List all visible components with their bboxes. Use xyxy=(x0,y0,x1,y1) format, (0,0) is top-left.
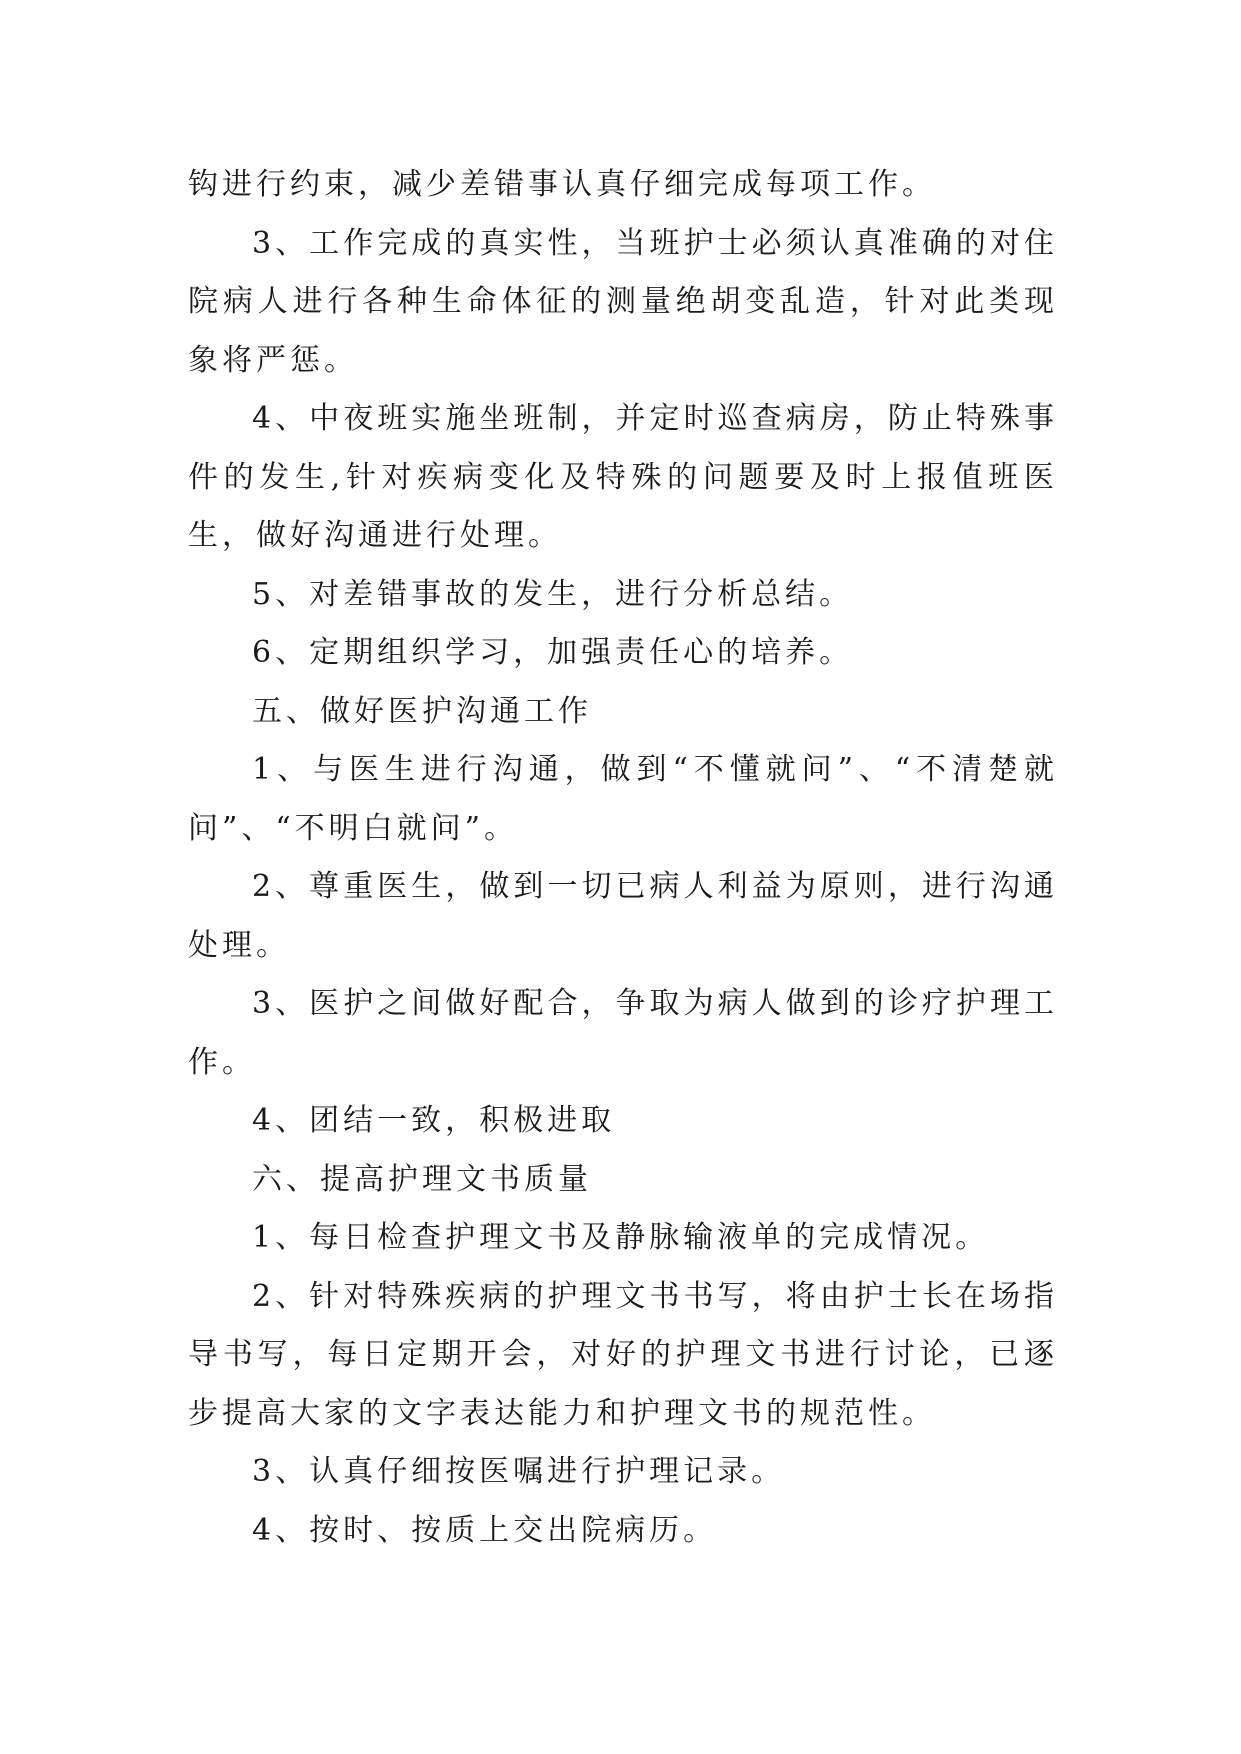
paragraph-15: 4、按时、按质上交出院病历。 xyxy=(252,1512,718,1548)
paragraph-8: 2、尊重医生，做到一切已病人利益为原则，进行沟通处理。 xyxy=(188,869,1058,963)
document-body xyxy=(188,156,1058,1560)
paragraph-5: 6、定期组织学习，加强责任心的培养。 xyxy=(252,635,854,670)
section-heading-5: 五、做好医护沟通工作 xyxy=(252,693,592,729)
paragraph-7: 1、与医生进行沟通，做到“不懂就问”、“不清楚就问”、“不明白就问”。 xyxy=(188,752,1058,846)
paragraph-9: 3、医护之间做好配合，争取为病人做到的诊疗护理工作。 xyxy=(188,986,1058,1080)
paragraph-14: 3、认真仔细按医嘱进行护理记录。 xyxy=(252,1454,786,1489)
paragraph-2: 3、工作完成的真实性，当班护士必须认真准确的对住院病人进行各种生命体征的测量绝胡变乱造，针对此类现象将严惩。 xyxy=(188,225,1058,378)
paragraph-12: 1、每日检查护理文书及静脉输液单的完成情况。 xyxy=(252,1220,990,1255)
paragraph-13: 2、针对特殊疾病的护理文书书写，将由护士长在场指导书写，每日定期开会，对好的护理文书进行讨论，已逐步提高大家的文字表达能力和护理文书的规范性。 xyxy=(188,1278,1058,1431)
paragraph-3: 4、中夜班实施坐班制，并定时巡查病房，防止特殊事件的发生,针对疾病变化及特殊的问题要及时上报值班医生，做好沟通进行处理。 xyxy=(188,401,1058,553)
section-heading-6: 六、提高护理文书质量 xyxy=(252,1161,592,1197)
paragraph-10: 4、团结一致，积极进取 xyxy=(252,1103,616,1138)
paragraph-4: 5、对差错事故的发生，进行分析总结。 xyxy=(252,576,854,612)
paragraph-1: 钩进行约束，减少差错事认真仔细完成每项工作。 xyxy=(188,167,936,202)
